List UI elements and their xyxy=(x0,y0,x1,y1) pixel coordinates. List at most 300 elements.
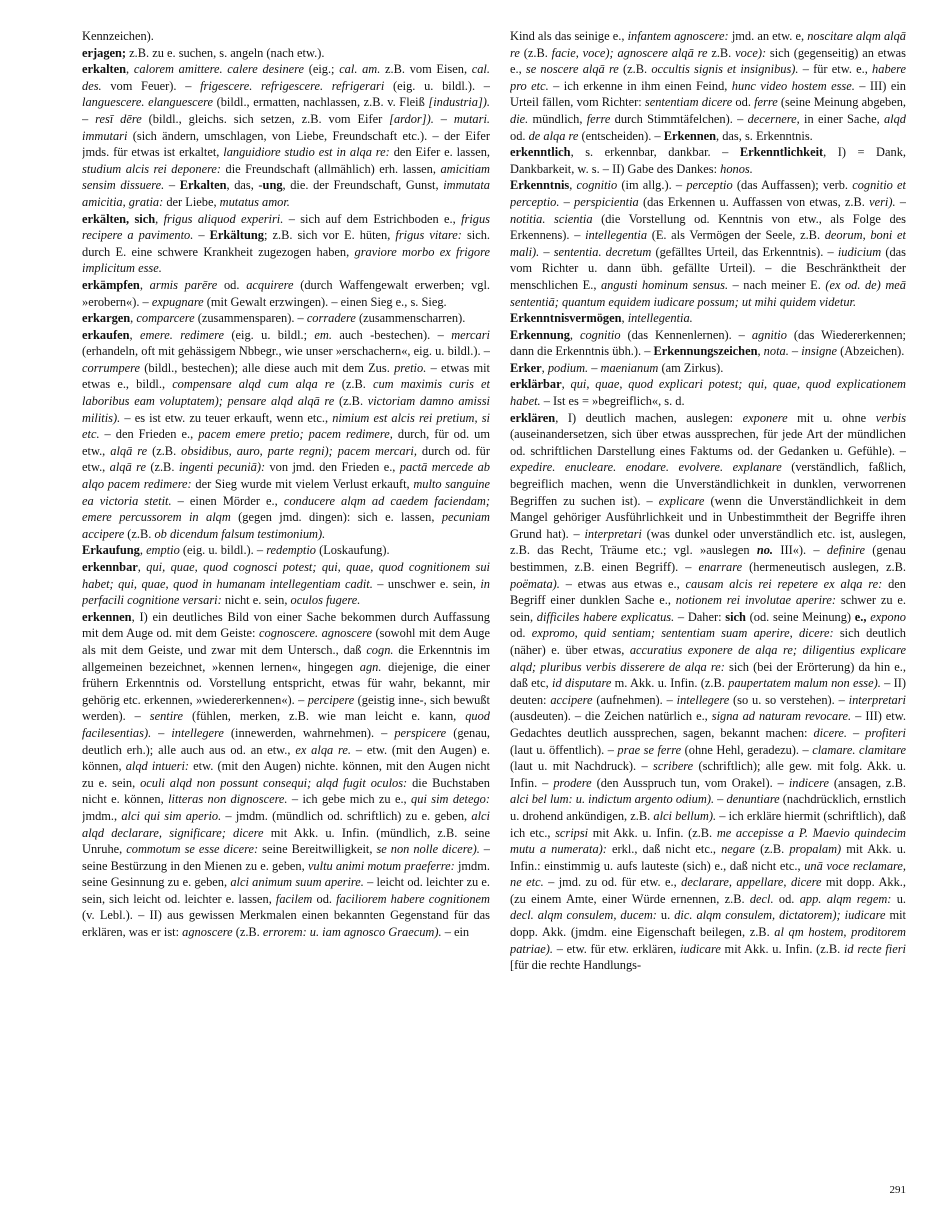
entry-text: – leicht od. leichter zu e. sein, sich leicht od. leichter e. lassen, xyxy=(82,875,490,906)
latin-term: facilem xyxy=(275,891,313,906)
dictionary-entry xyxy=(510,376,906,409)
latin-term: acquirere xyxy=(246,277,294,292)
entry-headword: erkargen xyxy=(82,311,131,326)
entry-text: sich (bei der Erörterung) da hin e., daß etc, xyxy=(510,659,906,691)
latin-term: languescere. elanguescere xyxy=(82,95,214,110)
latin-term: iudicare xyxy=(680,941,721,956)
latin-term: alqd xyxy=(883,111,906,126)
latin-term: paupertatem malum non esse). xyxy=(728,676,881,691)
entry-text: , xyxy=(129,327,140,342)
entry-text: (sich ändern, umschlagen, von Liebe, Freundschaft etc.). – der Eifer jmds. für etwas ist erkaltet, xyxy=(82,128,490,160)
entry-text: z.B. xyxy=(707,45,736,60)
latin-term: litteras non dignoscere. xyxy=(168,792,288,807)
latin-term: perspicere xyxy=(394,725,447,740)
latin-term: negare xyxy=(721,842,756,857)
latin-term: accipere xyxy=(550,692,593,707)
entry-text: in einer Sache, xyxy=(799,111,884,126)
left-column xyxy=(82,28,490,1188)
entry-headword: Erkennen xyxy=(663,128,717,143)
latin-term: hunc video hostem esse. xyxy=(731,78,855,93)
entry-text: od. xyxy=(773,891,800,906)
entry-text: (genau, deutlich erh.); alle auch aus od. an etw., xyxy=(82,725,490,757)
latin-term: definire xyxy=(826,543,865,558)
entry-text: – es ist etw. zu teuer erkauft, wenn etc., xyxy=(120,410,333,425)
entry-text: (eig. u. bildl.). – xyxy=(179,543,267,558)
entry-text: mit Akk. u. Infin. (z.B. xyxy=(720,941,844,956)
latin-term: cal. des. xyxy=(82,62,490,93)
entry-text: , xyxy=(541,360,548,375)
latin-term: sentire xyxy=(149,709,184,724)
entry-text: – etwas mit etwas e., bildl., xyxy=(82,360,490,392)
latin-term: agnoscere xyxy=(182,925,233,940)
latin-term: podium. – maenianum xyxy=(547,360,659,375)
latin-term: nota. – insigne xyxy=(763,344,837,359)
dictionary-entry xyxy=(510,327,906,360)
latin-term: difficiles habere explicatus. xyxy=(536,609,675,624)
latin-term: de alqa re xyxy=(528,128,579,143)
latin-term: clamare. clamitare xyxy=(812,742,906,757)
latin-term: em. xyxy=(314,327,332,342)
latin-term: decl. xyxy=(749,891,774,906)
entry-text: (gefälltes Urteil, das Erkenntnis). – xyxy=(651,244,838,259)
entry-text: – III) ein Urteil fällen, vom Richter: xyxy=(510,78,906,110)
entry-text: , xyxy=(137,560,147,574)
entry-text: (das vom Richter u. dann übh. gefällte Urteil). – die Beschränktheit der menschlichen E., xyxy=(510,244,906,292)
entry-text: sich (gegenseitig) an etwas e., xyxy=(510,45,906,77)
latin-term: pacem emere pretio; pacem redimere, xyxy=(198,427,393,442)
entry-headword: Erkennung xyxy=(510,327,570,342)
entry-headword: erkaufen xyxy=(82,327,130,342)
entry-text: (verständlich, faßlich, begreiflich machen, wenn die Unverständlichkeit in dunklen, verworrenen Begriffen zu suchen ist). – xyxy=(510,460,906,508)
entry-text: seine Bereitwilligkeit, xyxy=(258,842,377,857)
latin-term: exponere xyxy=(742,410,788,425)
latin-term: veri). – notitia. scientia xyxy=(510,194,906,226)
entry-text: (z.B. xyxy=(618,62,652,77)
entry-text: Kennzeichen). xyxy=(82,29,154,43)
entry-text: etw. (mit den Augen) nichte. können, mit den Augen nicht zu e. sein, xyxy=(82,759,490,790)
latin-term: ferre xyxy=(754,95,778,110)
latin-term: languidiore studio est in alqa re: xyxy=(223,145,390,160)
entry-text: – etw. (mit den Augen) e. können, xyxy=(82,742,490,774)
dictionary-entry xyxy=(82,609,490,941)
entry-text: (ausdeuten). – die Zeichen natürlich e., xyxy=(510,709,712,724)
entry-text: nicht e. sein, xyxy=(221,593,291,608)
entry-text: (z.B. xyxy=(334,377,373,392)
dictionary-entry xyxy=(82,28,490,45)
latin-term: pactā mercede ab alqo pacem redimere: xyxy=(82,460,490,492)
entry-headword: ung xyxy=(262,178,283,193)
entry-text: , xyxy=(139,277,150,292)
entry-text: , I) ein deutliches Bild von einer Sache bekommen durch Auffassung mit dem Auge od. mit dem Geiste: xyxy=(82,609,490,641)
latin-term: obsidibus, auro, parte regni); pacem mercari, xyxy=(181,443,417,458)
latin-term: victoriam damno amissi militis). xyxy=(82,394,490,425)
entry-text: , xyxy=(569,178,577,193)
latin-term: frigus recipere a pavimento. xyxy=(82,211,490,243)
latin-term: al qm hostem, proditorem patriae). xyxy=(510,925,906,956)
entry-text: (hermeneutisch auslegen, z.B. xyxy=(742,560,906,574)
entry-text: (was dunkel oder unverständlich etc. ist, auslegen, z.B. das Recht, Träume etc.; vgl. »auslegen xyxy=(510,526,906,558)
entry-text: (das Auffassen); verb. xyxy=(732,178,853,193)
latin-term: quod facilesentias). – intellegere xyxy=(82,709,490,740)
entry-text: (z.B. xyxy=(519,45,552,60)
entry-text: (so u. so verstehen). – xyxy=(729,692,849,707)
entry-text: – unschwer e. sein, xyxy=(372,576,481,591)
latin-term: dicere. – profiteri xyxy=(813,725,906,740)
entry-headword: e., xyxy=(854,609,867,624)
entry-text: (durch Waffengewalt erwerben; vgl. »erobern«). – xyxy=(82,277,490,309)
entry-headword: erkalten xyxy=(82,62,127,77)
entry-text: [für die rechte Handlungs- xyxy=(510,958,642,973)
latin-term: cognitio xyxy=(579,327,621,342)
latin-term: expono xyxy=(870,609,906,624)
entry-text: (die Vorstellung od. Kenntnis von etw., als Folge des Erkennens). – xyxy=(510,211,906,243)
latin-term: qui sim detego: xyxy=(411,792,490,807)
entry-text: (am Zirkus). xyxy=(658,360,724,375)
latin-term: expedire. enucleare. enodare. evolvere. explanare xyxy=(510,460,782,475)
entry-headword: erkenntlich xyxy=(510,145,571,160)
latin-term: alqd intueri: xyxy=(125,759,190,774)
entry-text: (nachdrücklich, ernstlich u. drohend ankündigen, z.B. xyxy=(510,792,906,823)
latin-term: no. xyxy=(756,543,774,558)
entry-headword: erkennbar xyxy=(82,560,138,574)
latin-term: intellegere xyxy=(676,692,730,707)
latin-term: die. xyxy=(510,111,529,126)
entry-text: od. xyxy=(312,891,337,906)
entry-text: (v. Lebl.). – II) aus gewissen Merkmalen einen bekannten Gegenstand für das erklären, was er ist: xyxy=(82,908,490,940)
entry-text: mündlich, xyxy=(528,111,587,126)
latin-term: redemptio xyxy=(266,543,316,558)
entry-text: (den Ausspruch tun, vom Orakel). – xyxy=(591,775,789,790)
entry-text: – nach meiner E. xyxy=(728,277,826,292)
latin-term: decernere, xyxy=(747,111,800,126)
entry-text: od. xyxy=(732,95,755,110)
latin-term: corradere xyxy=(306,311,356,326)
latin-term: cum maximis curis et laboribus eam voluptatem); pensare alqd alqā re xyxy=(82,377,490,409)
entry-text: , xyxy=(757,344,764,359)
latin-term: percipere xyxy=(307,692,355,707)
entry-text: auch -bestechen). – xyxy=(331,327,452,342)
entry-text: , xyxy=(126,62,134,77)
latin-term: infantem agnoscere: xyxy=(627,29,729,43)
latin-term: intellegentia. xyxy=(627,311,693,326)
entry-text: – den Frieden e., xyxy=(99,427,199,442)
entry-text: III«). – xyxy=(773,543,827,558)
entry-text: , die. der Freundschaft, Gunst, xyxy=(282,178,444,193)
latin-term: verbis xyxy=(875,410,906,425)
entry-text: – etw. für etw. erklären, xyxy=(553,941,680,956)
entry-text: (wenn die Unverständlichkeit in dem Mangel gehöriger Ausführlichkeit und in Unbestimmtheit der Begriffe ihren Grund hat). – xyxy=(510,493,906,541)
dictionary-entry xyxy=(510,177,906,310)
entry-text: vom Feuer). – xyxy=(101,78,201,93)
latin-term: immutata amicitia, gratia: xyxy=(82,178,490,209)
entry-text: jmdm. seine Gesinnung zu e. geben, xyxy=(82,858,490,890)
latin-term: alqā re xyxy=(110,443,148,458)
entry-text: , s. erkennbar, dankbar. – xyxy=(570,145,740,160)
dictionary-entry xyxy=(82,277,490,310)
latin-term: corrumpere xyxy=(82,360,141,375)
latin-term: in perfacili cognitione versari: xyxy=(82,576,490,608)
latin-term: armis parēre xyxy=(149,277,218,292)
latin-term: graviore morbo ex frigore implicitum esse. xyxy=(82,244,490,276)
latin-term: iudicium xyxy=(837,244,882,259)
latin-term: scribere xyxy=(653,759,694,774)
entry-text: od. xyxy=(510,128,529,143)
right-column xyxy=(510,28,906,1188)
entry-text: – seine Bestürzung in den Mienen zu e. geben, xyxy=(82,842,490,873)
latin-term: indicere xyxy=(788,775,829,790)
latin-term: sententiam dicere xyxy=(644,95,733,110)
entry-text: (aufnehmen). – xyxy=(592,692,677,707)
dictionary-entry xyxy=(510,144,906,177)
entry-text: – Daher: xyxy=(674,609,726,624)
entry-text: jmd. an etw. e, xyxy=(728,29,808,43)
entry-text: (laut u. öffentlich). – xyxy=(510,742,618,757)
entry-text: (schriftlich); alle gew. mit folg. Akk. u. Infin. – xyxy=(510,759,906,790)
entry-text: diejenige, die einer frühern Erkenntnis od. Vorstellung entspricht, etwas für wahr, bekannt, mir gehörig etc. erkennen, »wiedererkennen«). – xyxy=(82,659,490,707)
entry-text: (bildl., ermatten, nachlassen, z.B. v. Fleiß xyxy=(213,95,429,110)
latin-term: cognitio et perceptio. – perspicientia xyxy=(510,178,906,209)
entry-headword: Erkältung xyxy=(209,228,265,243)
entry-text: , xyxy=(569,327,580,342)
latin-term: mercari xyxy=(451,327,490,342)
entry-text: durch od. für etw., xyxy=(82,443,490,475)
latin-term: unā voce reclamare, ne etc. xyxy=(510,858,906,890)
entry-text: – ein xyxy=(441,925,470,940)
entry-text: den Begriff einer dunklen Sache e., xyxy=(510,576,906,608)
entry-text: sich deutlich (näher) e. über etwas, xyxy=(510,626,906,657)
entry-text: , xyxy=(621,311,628,326)
latin-term: alci alqd declarare, significare; dicere xyxy=(82,808,490,840)
entry-text: (auseinandersetzen, sich über etwas aussprechen, für jede Art der mündlichen od. schriftlichen Darstellung eines Faktums od. der Gedanken u. Gefühle). – xyxy=(510,427,906,458)
entry-text: (das Wiedererkennen; dann die Erkenntnis übh.). – xyxy=(510,327,906,359)
entry-text: (seine Meinung abgeben, xyxy=(777,95,906,110)
entry-text: (das Erkennen u. Auffassen von etwas, z.B. xyxy=(638,194,870,209)
entry-text: die Freundschaft (allmählich) erh. lassen, xyxy=(221,161,441,176)
entry-text: m. Akk. u. Infin. (z.B. xyxy=(611,676,729,691)
entry-headword: sich xyxy=(725,609,746,624)
entry-text: der Liebe, xyxy=(163,194,220,209)
latin-term: occultis signis et insignibus). xyxy=(651,62,799,77)
entry-text: (ansagen, z.B. xyxy=(828,775,906,790)
entry-headword: erkämpfen xyxy=(82,277,140,292)
entry-headword: erkälten, sich xyxy=(82,211,156,226)
latin-term: dic. alqm consulem, dictatorem); iudicare xyxy=(674,908,886,923)
entry-text: – jmdm. (mündlich od. schriftlich) zu e. geben, xyxy=(221,808,472,823)
entry-text: – II) deuten: xyxy=(510,676,906,707)
entry-text: (z.B. xyxy=(145,460,179,475)
entry-text: mit Akk. u. Infin. (mündlich, z.B. seine Unruhe, xyxy=(82,825,490,857)
latin-term: angusti hominum sensus. xyxy=(600,277,729,292)
entry-text: jmdm., xyxy=(82,808,122,823)
entry-text: (bildl., bestechen); alle diese auch mit dem Zus. xyxy=(140,360,395,375)
latin-term: deorum, boni et mali). – sententia. decretum xyxy=(510,228,906,259)
entry-text: – ich erkenne in ihm einen Feind, xyxy=(548,78,732,93)
latin-term: me accepisse a P. Maevio quindecim mutu a numerata): xyxy=(510,825,906,857)
latin-term: agn. xyxy=(359,659,382,674)
entry-text: (laut u. mit Nachdruck). – xyxy=(510,759,654,774)
page-number: 291 xyxy=(889,1184,906,1196)
entry-text: , xyxy=(130,311,137,326)
latin-term: facie, voce); agnoscere alqā re xyxy=(551,45,708,60)
entry-headword: erkennen xyxy=(82,609,132,624)
entry-text: (od. seine Meinung) xyxy=(745,609,855,624)
entry-headword: Erkenntnisvermögen xyxy=(510,311,622,326)
entry-text: u. xyxy=(656,908,675,923)
entry-text: od. xyxy=(510,626,532,641)
entry-text: (bildl., gleichs. sich setzen, z.B. vom Eifer xyxy=(141,111,390,126)
entry-text: mit u. ohne xyxy=(787,410,876,425)
latin-term: alqā re xyxy=(109,460,146,475)
entry-text: – jmd. zu od. für etw. e., xyxy=(543,875,682,890)
latin-term: explicare xyxy=(658,493,705,508)
entry-text: , I) = Dank, Dankbarkeit, w. s. – II) Gabe des Dankes: xyxy=(510,145,906,176)
entry-text: – III) etw. Gedachtes deutlich aussprechen, sagen, bekannt machen: xyxy=(510,709,906,740)
latin-term: intellegentia xyxy=(585,228,648,243)
latin-term: qui, quae, quod explicari potest; qui, quae, quod explicationem habet. xyxy=(510,377,906,409)
latin-term: emere. redimere xyxy=(139,327,225,342)
latin-term: qui, quae, quod cognosci potest; qui, quae, quod cognitionem sui habet; qui, quae, quod in humanam intellegentiam cadit. xyxy=(82,560,490,591)
entry-text: (innewerden, wahrnehmen). – xyxy=(223,725,395,740)
latin-term: se noscere alqā re xyxy=(525,62,619,77)
dictionary-entry xyxy=(82,45,490,62)
latin-term: conducere alqm ad caedem faciendam; emere percussorem in alqm xyxy=(82,493,490,525)
entry-text: (Abzeichen). xyxy=(836,344,905,359)
entry-text: (im allg.). – xyxy=(617,178,687,193)
dictionary-entry xyxy=(82,542,490,559)
entry-text: (Loskaufung). xyxy=(315,543,390,558)
latin-term: interpretari xyxy=(848,692,906,707)
latin-term: cognoscere. agnoscere xyxy=(259,626,373,641)
entry-text: schwer zu e. sein, xyxy=(510,593,906,624)
entry-headword: erklärbar xyxy=(510,377,562,392)
entry-headword: Erkaufung xyxy=(82,543,140,558)
latin-term: (ex od. de) meā sententiā; quantum equidem iudicare possum; ut mihi quidem videtur. xyxy=(510,277,906,309)
entry-headword: Erkalten xyxy=(179,178,227,193)
latin-term: faciliorem habere cognitionem xyxy=(336,891,490,906)
entry-text: (fühlen, merken, z.B. wie man leicht e. kann, xyxy=(183,709,466,724)
entry-text: , xyxy=(155,211,164,226)
latin-term: prae se ferre xyxy=(617,742,682,757)
dictionary-entry xyxy=(82,310,490,327)
latin-term: interpretari xyxy=(584,526,642,541)
entry-text: (zusammenscharren). xyxy=(355,311,466,326)
latin-term: oculos fugere. xyxy=(290,593,361,608)
entry-text: (z.B. xyxy=(147,443,182,458)
entry-text: – xyxy=(193,228,210,243)
entry-text: (das Kennenlernen). – xyxy=(620,327,752,342)
latin-term: expromo, quid sentiam; sententiam suam aperire, dicere: xyxy=(531,626,834,641)
latin-term: ob dicendum falsum testimonium). xyxy=(154,526,326,541)
latin-term: propalam) xyxy=(789,842,842,857)
entry-text: (geistig inne-, sich bewußt werden). – xyxy=(82,692,490,724)
entry-text: (ohne Hehl, geradezu). – xyxy=(681,742,813,757)
entry-text: – einen Mörder e., xyxy=(171,493,284,508)
entry-text: – sich auf dem Estrichboden e., xyxy=(283,211,462,226)
entry-text: mit Akk. u. Infin. (z.B. xyxy=(588,825,717,840)
latin-term: ex alqa re. xyxy=(295,742,352,757)
entry-text: (z.B. xyxy=(124,526,155,541)
entry-text: (zusammensparen). – xyxy=(194,311,307,326)
entry-text: (eig. u. bildl.; xyxy=(224,327,315,342)
entry-text: mit dopp. Akk., (zu einem Amte, einer Würde ernennen, z.B. xyxy=(510,875,906,906)
latin-term: alci bel lum: u. indictum argento odium). – denuntiare xyxy=(510,792,780,807)
entry-text: (gegen jmd. dingen): sich e. lassen, xyxy=(230,510,442,525)
dictionary-entry xyxy=(510,410,906,974)
latin-term: comparcere xyxy=(136,311,195,326)
entry-text: – für etw. e., xyxy=(798,62,873,77)
dictionary-entry xyxy=(82,559,490,609)
latin-term: cogn. xyxy=(366,642,394,657)
entry-text: ; z.B. sich vor E. hüten, xyxy=(264,228,396,243)
latin-term: commotum se esse dicere: xyxy=(126,842,259,857)
latin-term: cognitio xyxy=(576,178,618,193)
latin-term: notionem rei involutae aperire: xyxy=(675,593,837,608)
entry-text: erkl., daß nicht etc., xyxy=(606,842,722,857)
entry-text: mit dopp. Akk. (jmdm. eine Eigenschaft beilegen, z.B. xyxy=(510,908,906,940)
entry-text: (mit Gewalt erzwingen). – einen Sieg e., s. Sieg. xyxy=(203,294,447,309)
entry-text: (erhandeln, oft mit gehässigem Nbbegr., wie unser »erschachern«, eig. u. bildl.). – xyxy=(82,344,490,359)
entry-text: durch, für od. um etw., xyxy=(82,427,490,458)
entry-text: (z.B. xyxy=(334,394,368,409)
entry-text: z.B. zu e. suchen, s. angeln (nach etw.). xyxy=(126,45,325,60)
dictionary-entry xyxy=(510,28,906,144)
latin-term: app. alqm regem: xyxy=(799,891,892,906)
entry-text: mit Akk. u. Infin.: einstimmig u. aufs lauteste (sich) e., daß nicht etc., xyxy=(510,842,906,873)
latin-term: poëmata). xyxy=(510,576,560,591)
entry-text: – ich erkläre hiermit (schriftlich), daß ich etc., xyxy=(510,808,906,840)
latin-term: voce): xyxy=(735,45,767,60)
entry-text: (E. als Vermögen der Seele, z.B. xyxy=(647,228,825,243)
latin-term: declarare, appellare, dicere xyxy=(681,875,822,890)
latin-term: oculi alqd non possunt consequi; alqd fugit oculos: xyxy=(140,775,408,790)
entry-text: (eig. u. bildl.). – xyxy=(384,78,490,93)
latin-term: nimium est alcis rei pretium, si etc. xyxy=(82,410,490,442)
dictionary-entry xyxy=(82,327,490,543)
latin-term: scripsi xyxy=(555,825,589,840)
entry-text: (eig.; xyxy=(304,62,340,77)
latin-term: pecuniam accipere xyxy=(82,510,490,541)
entry-text: (z.B. xyxy=(755,842,790,857)
dictionary-entry xyxy=(510,360,906,377)
entry-text: sich. durch E. eine schwere Krankheit zugezogen haben, xyxy=(82,228,490,259)
entry-headword: Erkenntnis xyxy=(510,178,570,193)
latin-term: habere pro etc. xyxy=(510,62,906,93)
entry-text: durch Stimmtäfelchen). – xyxy=(610,111,748,126)
latin-term: frigescere. refrigescere. refrigerari xyxy=(200,78,385,93)
entry-text: (entscheiden). – xyxy=(578,128,664,143)
latin-term: se non nolle dicere). xyxy=(376,842,480,857)
entry-text: , xyxy=(561,377,571,392)
latin-term: vultu animi motum praeferre: xyxy=(307,858,455,873)
latin-term: cal. am. xyxy=(339,62,381,77)
latin-term: [ardor]). – mutari. immutari xyxy=(82,111,490,143)
entry-text: – etwas aus etwas e., xyxy=(559,576,686,591)
entry-text: , das, s. Erkenntnis. xyxy=(716,128,813,143)
latin-term: errorem: u. iam agnosco Graecum). xyxy=(262,925,442,940)
entry-text: die Buchstaben nicht e. können, xyxy=(82,775,490,807)
entry-text: od. xyxy=(217,277,247,292)
entry-text: , das, - xyxy=(226,178,263,193)
latin-term: studium alcis rei deponere: xyxy=(82,161,222,176)
entry-text: – xyxy=(164,178,180,193)
latin-term: decl. alqm consulem, ducem: xyxy=(510,908,657,923)
latin-term: pretio. xyxy=(394,360,427,375)
latin-term: agnitio xyxy=(751,327,787,342)
latin-term: alci bellum). xyxy=(653,808,717,823)
entry-headword: Erkennungszeichen xyxy=(653,344,758,359)
latin-term: prodere xyxy=(553,775,592,790)
latin-term: id disputare xyxy=(552,676,612,691)
